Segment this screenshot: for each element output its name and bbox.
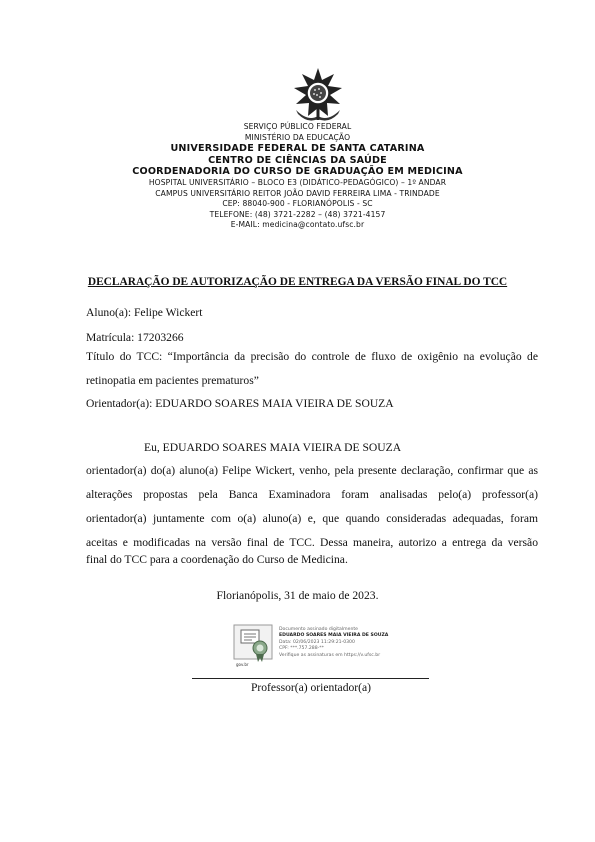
header-line-ministry: MINISTÉRIO DA EDUCAÇÃO xyxy=(244,132,351,142)
tcc-title-line-1: Título do TCC: “Importância da precisão do controle de fluxo de oxigênio na evolução de xyxy=(86,350,538,363)
signature-label: Documento assinado digitalmente xyxy=(279,627,358,632)
signature-verify-link[interactable]: Verifique as assinaturas em https://v.ufsc.br xyxy=(279,652,381,658)
header-university: UNIVERSIDADE FEDERAL DE SANTA CATARINA xyxy=(170,143,425,155)
header-hospital: HOSPITAL UNIVERSITÁRIO – BLOCO E3 (DIDÁTICO-PEDAGÓGICO) – 1º ANDAR xyxy=(148,177,447,187)
place-date: Florianópolis, 31 de maio de 2023. xyxy=(216,589,379,602)
statement-line: alterações propostas pela Banca Examinadora foram analisadas pelo(a) professor(a) xyxy=(86,488,538,501)
header-campus: CAMPUS UNIVERSITÁRIO REITOR JOÃO DAVID FERREIRA LIMA - TRINDADE xyxy=(155,188,440,198)
document-title: DECLARAÇÃO DE AUTORIZAÇÃO DE ENTREGA DA VERSÃO FINAL DO TCC xyxy=(87,276,508,288)
student-name: Aluno(a): Felipe Wickert xyxy=(86,306,203,319)
header-cep: CEP: 88040-900 - FLORIANÓPOLIS - SC xyxy=(222,199,373,209)
header-line-service: SERVIÇO PÚBLICO FEDERAL xyxy=(243,122,352,131)
header-email: E-MAIL: medicina@contato.ufsc.br xyxy=(230,220,365,230)
signature-caption: Professor(a) orientador(a) xyxy=(250,681,372,694)
gov-br-seal-icon xyxy=(233,624,273,668)
coat-of-arms-icon xyxy=(288,66,348,124)
header-center: CENTRO DE CIÊNCIAS DA SAÚDE xyxy=(208,154,387,166)
advisor-name: Orientador(a): EDUARDO SOARES MAIA VIEIRA DE SOUZA xyxy=(86,397,394,410)
statement-opening: Eu, EDUARDO SOARES MAIA VIEIRA DE SOUZA xyxy=(144,441,402,454)
signature-line xyxy=(192,678,429,679)
signature-cpf: CPF: ***.757.288-** xyxy=(279,646,324,652)
student-registration: Matrícula: 17203266 xyxy=(86,331,184,344)
statement-line: orientador(a) juntamente com o(a) aluno(a) e, que quando consideradas adequadas, foram xyxy=(86,512,538,525)
tcc-title-line-2: retinopatia em pacientes prematuros” xyxy=(86,374,259,387)
gov-br-logo-text: gov.br xyxy=(236,662,249,667)
statement-line: final do TCC para a coordenação do Curso de Medicina. xyxy=(86,553,348,566)
header-phone: TELEFONE: (48) 3721-2282 – (48) 3721-4157 xyxy=(209,209,386,219)
signature-signer: EDUARDO SOARES MAIA VIEIRA DE SOUZA xyxy=(279,633,389,639)
statement-line: orientador(a) do(a) aluno(a) Felipe Wickert, venho, pela presente declaração, confirmar que as xyxy=(86,464,538,477)
statement-line: aceitas e modificadas na versão final de TCC. Dessa maneira, autorizo a entrega da versão xyxy=(86,536,538,549)
digital-signature-stamp xyxy=(233,624,393,668)
institution-header xyxy=(0,122,595,231)
signature-date: Data: 02/06/2023 11:29:21-0300 xyxy=(279,639,355,645)
header-coordination: COORDENADORIA DO CURSO DE GRADUAÇÃO EM MEDICINA xyxy=(132,166,463,178)
